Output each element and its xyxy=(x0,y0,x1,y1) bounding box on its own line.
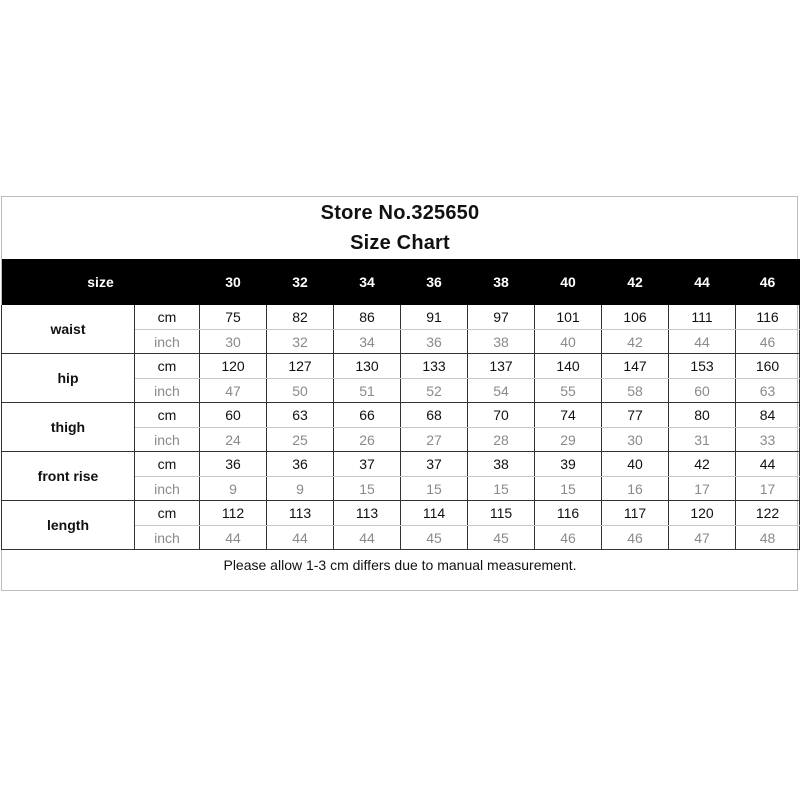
table-cell: 25 xyxy=(267,428,334,452)
table-row-waist-cm xyxy=(2,305,800,330)
unit-label-cm: cm xyxy=(135,403,200,428)
table-cell: 112 xyxy=(200,501,267,526)
table-cell: 116 xyxy=(535,501,602,526)
table-cell: 44 xyxy=(200,526,267,550)
table-cell: 140 xyxy=(535,354,602,379)
table-cell: 36 xyxy=(267,452,334,477)
table-cell: 40 xyxy=(535,330,602,354)
size-header-36: 36 xyxy=(401,259,468,305)
table-cell: 133 xyxy=(401,354,468,379)
table-cell: 75 xyxy=(200,305,267,330)
table-cell: 147 xyxy=(602,354,669,379)
table-cell: 70 xyxy=(468,403,535,428)
table-cell: 60 xyxy=(200,403,267,428)
table-cell: 66 xyxy=(334,403,401,428)
unit-label-cm: cm xyxy=(135,501,200,526)
table-cell: 97 xyxy=(468,305,535,330)
table-cell: 42 xyxy=(669,452,736,477)
table-cell: 16 xyxy=(602,477,669,501)
table-cell: 127 xyxy=(267,354,334,379)
table-cell: 17 xyxy=(669,477,736,501)
table-cell: 15 xyxy=(468,477,535,501)
table-cell: 50 xyxy=(267,379,334,403)
table-cell: 39 xyxy=(535,452,602,477)
table-cell: 32 xyxy=(267,330,334,354)
table-cell: 15 xyxy=(334,477,401,501)
table-cell: 115 xyxy=(468,501,535,526)
table-cell: 55 xyxy=(535,379,602,403)
size-header-46: 46 xyxy=(736,259,800,305)
table-cell: 44 xyxy=(736,452,800,477)
unit-label-inch: inch xyxy=(135,477,200,501)
table-cell: 120 xyxy=(200,354,267,379)
table-cell: 17 xyxy=(736,477,800,501)
table-cell: 74 xyxy=(535,403,602,428)
table-cell: 160 xyxy=(736,354,800,379)
table-cell: 153 xyxy=(669,354,736,379)
table-cell: 68 xyxy=(401,403,468,428)
size-header-34: 34 xyxy=(334,259,401,305)
unit-label-inch: inch xyxy=(135,428,200,452)
size-header-42: 42 xyxy=(602,259,669,305)
table-cell: 36 xyxy=(401,330,468,354)
size-header-44: 44 xyxy=(669,259,736,305)
unit-label-inch: inch xyxy=(135,330,200,354)
table-cell: 120 xyxy=(669,501,736,526)
table-cell: 113 xyxy=(267,501,334,526)
measure-label-hip: hip xyxy=(2,354,135,403)
size-header-32: 32 xyxy=(267,259,334,305)
table-cell: 44 xyxy=(669,330,736,354)
table-cell: 130 xyxy=(334,354,401,379)
table-cell: 9 xyxy=(200,477,267,501)
header-row xyxy=(2,259,800,305)
table-cell: 37 xyxy=(401,452,468,477)
table-cell: 113 xyxy=(334,501,401,526)
table-cell: 117 xyxy=(602,501,669,526)
table-cell: 63 xyxy=(736,379,800,403)
chart-title: Size Chart xyxy=(350,232,450,254)
table-cell: 24 xyxy=(200,428,267,452)
table-cell: 114 xyxy=(401,501,468,526)
table-cell: 47 xyxy=(669,526,736,550)
table-cell: 30 xyxy=(200,330,267,354)
table-row-hip-cm xyxy=(2,354,800,379)
table-cell: 106 xyxy=(602,305,669,330)
table-row-thigh-cm xyxy=(2,403,800,428)
table-cell: 48 xyxy=(736,526,800,550)
table-row-front-rise-cm xyxy=(2,452,800,477)
table-cell: 15 xyxy=(401,477,468,501)
unit-label-cm: cm xyxy=(135,452,200,477)
table-cell: 38 xyxy=(468,330,535,354)
size-header-label: size xyxy=(2,259,200,305)
table-cell: 47 xyxy=(200,379,267,403)
measure-label-front-rise: front rise xyxy=(2,452,135,501)
unit-label-cm: cm xyxy=(135,305,200,330)
table-cell: 34 xyxy=(334,330,401,354)
unit-label-cm: cm xyxy=(135,354,200,379)
table-cell: 137 xyxy=(468,354,535,379)
table-cell: 38 xyxy=(468,452,535,477)
table-cell: 60 xyxy=(669,379,736,403)
table-cell: 29 xyxy=(535,428,602,452)
size-table xyxy=(1,259,800,550)
measure-label-length: length xyxy=(2,501,135,550)
table-cell: 101 xyxy=(535,305,602,330)
table-cell: 42 xyxy=(602,330,669,354)
table-cell: 116 xyxy=(736,305,800,330)
table-cell: 37 xyxy=(334,452,401,477)
table-cell: 54 xyxy=(468,379,535,403)
table-cell: 46 xyxy=(602,526,669,550)
table-cell: 45 xyxy=(401,526,468,550)
table-cell: 30 xyxy=(602,428,669,452)
size-header-38: 38 xyxy=(468,259,535,305)
unit-label-inch: inch xyxy=(135,379,200,403)
table-cell: 52 xyxy=(401,379,468,403)
size-header-40: 40 xyxy=(535,259,602,305)
table-cell: 122 xyxy=(736,501,800,526)
table-cell: 45 xyxy=(468,526,535,550)
table-cell: 46 xyxy=(535,526,602,550)
table-cell: 80 xyxy=(669,403,736,428)
table-cell: 26 xyxy=(334,428,401,452)
table-cell: 84 xyxy=(736,403,800,428)
table-cell: 40 xyxy=(602,452,669,477)
table-cell: 15 xyxy=(535,477,602,501)
size-header-30: 30 xyxy=(200,259,267,305)
store-title: Store No.325650 xyxy=(320,202,480,224)
table-cell: 77 xyxy=(602,403,669,428)
table-cell: 44 xyxy=(267,526,334,550)
table-cell: 111 xyxy=(669,305,736,330)
measure-label-thigh: thigh xyxy=(2,403,135,452)
table-cell: 9 xyxy=(267,477,334,501)
measure-label-waist: waist xyxy=(2,305,135,354)
table-cell: 31 xyxy=(669,428,736,452)
table-cell: 91 xyxy=(401,305,468,330)
table-cell: 28 xyxy=(468,428,535,452)
table-cell: 86 xyxy=(334,305,401,330)
table-cell: 51 xyxy=(334,379,401,403)
measurement-note: Please allow 1-3 cm differs due to manual measurement. xyxy=(223,557,577,573)
table-cell: 33 xyxy=(736,428,800,452)
table-cell: 46 xyxy=(736,330,800,354)
table-cell: 44 xyxy=(334,526,401,550)
table-cell: 82 xyxy=(267,305,334,330)
table-row-length-cm xyxy=(2,501,800,526)
table-cell: 63 xyxy=(267,403,334,428)
table-cell: 36 xyxy=(200,452,267,477)
table-cell: 27 xyxy=(401,428,468,452)
table-cell: 58 xyxy=(602,379,669,403)
unit-label-inch: inch xyxy=(135,526,200,550)
